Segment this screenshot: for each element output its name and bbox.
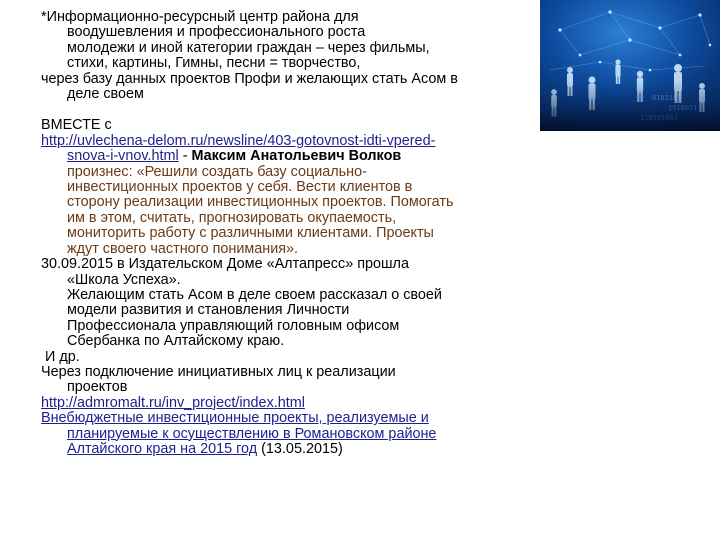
event-paragraph (41, 257, 541, 349)
heading-line-4: стихи, картины, Гимны, песни = творчество, (67, 55, 361, 72)
spacer (41, 102, 541, 118)
event-line-4: модели развития и становления Личности (67, 302, 350, 319)
source-link-3-line-3[interactable]: Алтайского края на 2015 год (67, 440, 258, 457)
source-link-3[interactable] (41, 410, 436, 457)
event-line-1: 30.09.2015 в Издательском Доме «Алтапресс» прошла (41, 256, 409, 273)
profi-line-2: деле своем (67, 86, 144, 103)
profi-line-1: через базу данных проектов Профи и желающих стать Асом в (41, 70, 458, 87)
source-link-1-line-1[interactable]: http://uvlechena-delom.ru/newsline/403-gotovnost-idti-vpered- (41, 132, 436, 149)
digital-people-network-image (540, 0, 720, 131)
quote-line-1: произнес: «Решили создать базу социально- (67, 163, 367, 180)
heading-line-1: *Информационно-ресурсный центр района для (41, 9, 359, 25)
initiative-paragraph (41, 365, 541, 396)
heading-paragraph (41, 10, 541, 72)
initiative-line-1: Через подключение инициативных лиц к реализации (41, 363, 396, 380)
event-line-6: Сбербанка по Алтайскому краю. (67, 333, 285, 350)
together-label: ВМЕСТЕ с (41, 117, 112, 134)
initiative-line-2: проектов (67, 379, 128, 396)
quote-line-4: им в этом, считать, прогнозировать окупаемость, (67, 209, 397, 226)
source-link-3-line-2[interactable]: планируемые к осуществлению в Романовском районе (67, 425, 437, 442)
link3-date: (13.05.2015) (257, 440, 343, 457)
link1-paragraph (41, 134, 541, 257)
slide-text (41, 10, 541, 457)
heading-line-3: молодежи и иной категории граждан (67, 39, 312, 56)
etc-label: И др. (45, 348, 80, 365)
source-link-2[interactable]: http://admromalt.ru/inv_project/index.html (41, 394, 305, 411)
link1-separator: - (178, 148, 192, 165)
link3-paragraph (41, 411, 541, 457)
author-name: Максим Анатольевич Волков (191, 148, 402, 165)
quote-line-5: мониторить работу с различными клиентами. Проекты (67, 225, 434, 242)
source-link-3-line-1[interactable]: Внебюджетные инвестиционные проекты, реализуемые и (41, 410, 429, 427)
source-link-1-line-2[interactable]: snova-i-vnov.html (67, 148, 179, 165)
event-line-2: «Школа Успеха». (67, 271, 181, 288)
network-illustration (540, 0, 720, 131)
link2-paragraph (41, 396, 541, 411)
heading-line-3-tail: – через фильмы, (311, 39, 430, 56)
event-line-5: Профессионала управляющий головным офисом (67, 317, 400, 334)
event-line-3: Желающим стать Асом в деле своем рассказал о своей (67, 286, 442, 303)
quote-line-6: ждут своего частного понимания». (67, 240, 299, 257)
quote-line-2: инвестиционных проектов у себя. Вести клиентов в (67, 179, 413, 196)
heading-line-2: воодушевления и профессионального роста (67, 24, 366, 41)
quote-line-3: сторону реализации инвестиционных проектов. Помогать (67, 194, 454, 211)
profi-paragraph (41, 72, 541, 103)
